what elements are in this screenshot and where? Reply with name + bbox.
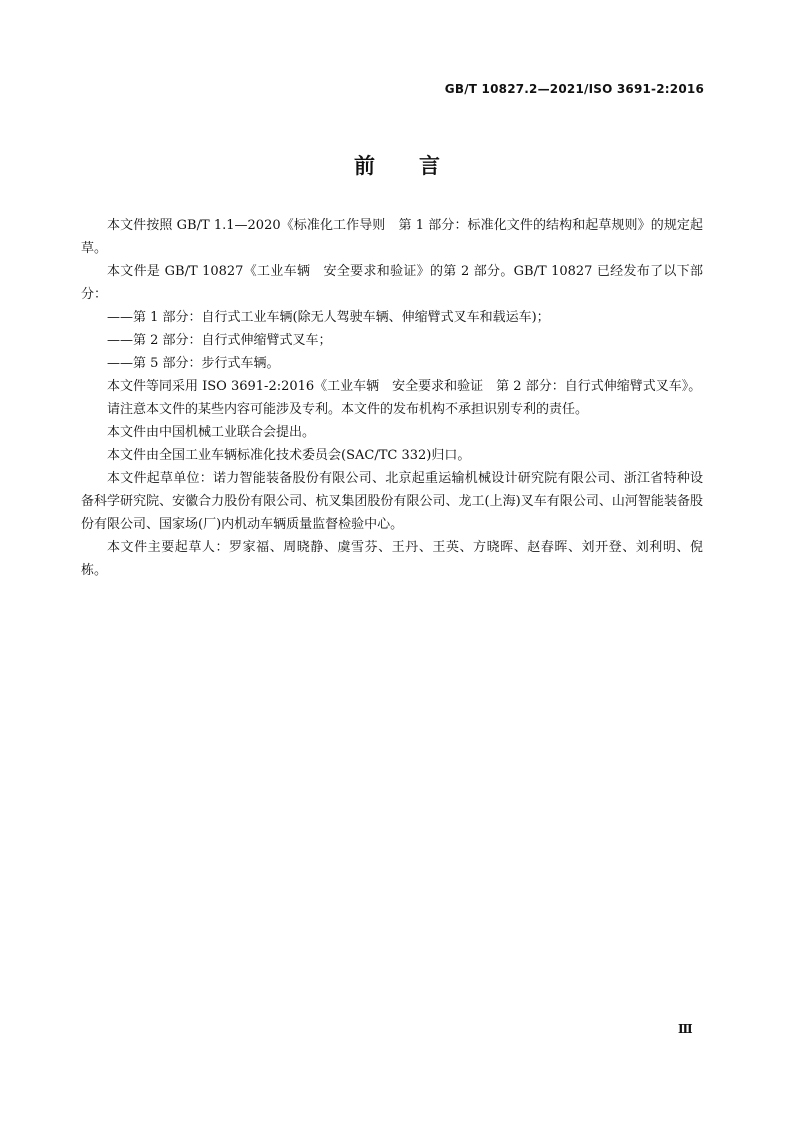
paragraph-series-info: 本文件是 GB/T 10827《工业车辆 安全要求和验证》的第 2 部分。GB/T 10827 已经发布了以下部分： (81, 264, 703, 302)
list-item-part-1: ——第 1 部分：自行式工业车辆(除无人驾驶车辆、伸缩臂式叉车和载运车)； (107, 310, 550, 325)
paragraph-technical-committee: 本文件由全国工业车辆标准化技术委员会(SAC/TC 332)归口。 (107, 448, 471, 463)
page-title-char-1: 前 (354, 154, 375, 178)
paragraph-patent-notice: 请注意本文件的某些内容可能涉及专利。本文件的发布机构不承担识别专利的责任。 (107, 402, 589, 417)
page-title-char-2: 言 (419, 154, 440, 178)
paragraph-drafters: 本文件主要起草人：罗家福、周晓静、虞雪芬、王丹、王英、方晓晖、赵春晖、刘开登、刘利明、倪栋。 (81, 540, 703, 578)
list-item-part-5: ——第 5 部分：步行式车辆。 (107, 356, 280, 371)
paragraph-proposer: 本文件由中国机械工业联合会提出。 (107, 425, 316, 440)
page-number: Ⅲ (678, 1022, 693, 1036)
paragraph-drafting-rules: 本文件按照 GB/T 1.1—2020《标准化工作导则 第 1 部分：标准化文件的结构和起草规则》的规定起草。 (81, 218, 703, 256)
preface-body (81, 214, 703, 582)
standard-number: GB/T 10827.2—2021/ISO 3691-2:2016 (444, 82, 704, 96)
list-item-part-2: ——第 2 部分：自行式伸缩臂式叉车； (107, 333, 332, 348)
page-title (0, 150, 794, 180)
paragraph-drafting-units: 本文件起草单位：诺力智能装备股份有限公司、北京起重运输机械设计研究院有限公司、浙江省特种设备科学研究院、安徽合力股份有限公司、杭叉集团股份有限公司、龙工(上海)叉车有限公司、山河智能装备股份有限公司、国家场(厂)内机动车辆质量监督检验中心。 (81, 471, 703, 532)
paragraph-iso-adoption: 本文件等同采用 ISO 3691-2:2016《工业车辆 安全要求和验证 第 2 部分：自行式伸缩臂式叉车》。 (107, 379, 702, 394)
